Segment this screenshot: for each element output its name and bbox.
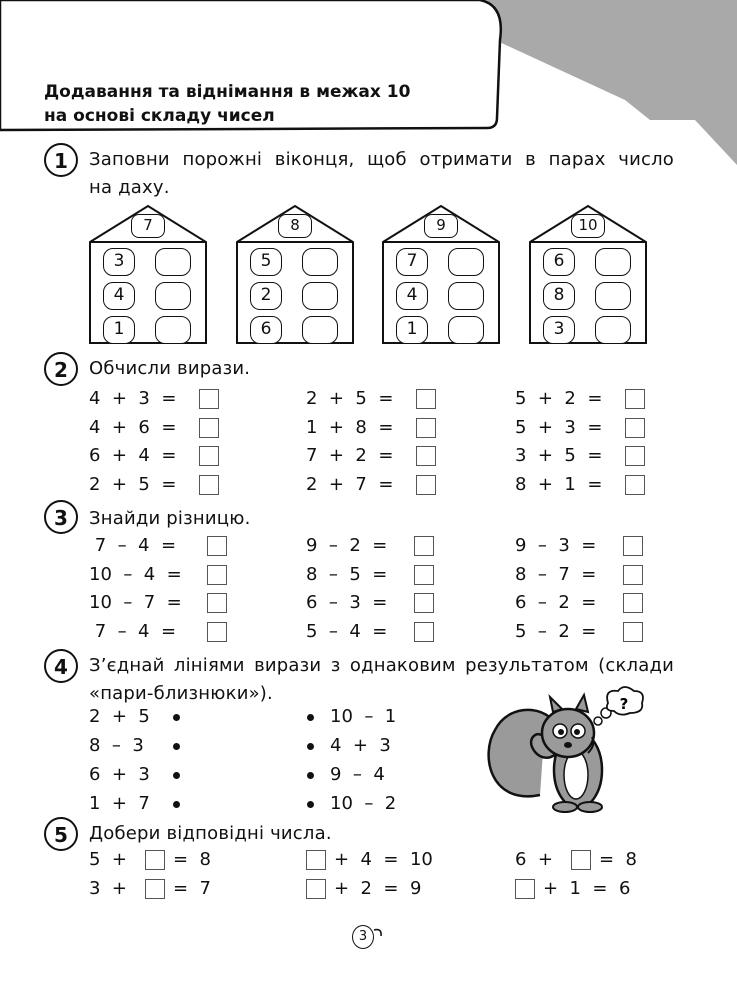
house-cell-answer[interactable] <box>448 316 484 344</box>
task3-text: Знайди різницю. <box>89 508 251 529</box>
answer-box[interactable] <box>306 850 326 870</box>
task2-expression: 4 + 3 = <box>89 388 177 409</box>
answer-box[interactable] <box>207 536 227 556</box>
house-roof-number: 7 <box>131 214 165 238</box>
task3-expression: 9 – 2 = <box>306 535 388 556</box>
house-roof-number: 8 <box>278 214 312 238</box>
house-cell-answer[interactable] <box>448 282 484 310</box>
answer-box[interactable] <box>623 536 643 556</box>
answer-box[interactable] <box>145 879 165 899</box>
left-connector-dot[interactable] <box>173 714 180 721</box>
left-connector-dot[interactable] <box>173 772 180 779</box>
house-cell-answer[interactable] <box>155 248 191 276</box>
task-number-4: 4 <box>44 649 78 683</box>
equation-after: = 8 <box>173 849 211 870</box>
left-expression: 6 + 3 <box>89 764 150 785</box>
task3-expression: 10 – 7 = <box>89 592 182 613</box>
task2-expression: 2 + 7 = <box>306 473 394 495</box>
answer-box[interactable] <box>207 622 227 642</box>
answer-box[interactable] <box>306 879 326 899</box>
house-cell-given: 6 <box>250 316 282 344</box>
house-cell-given: 3 <box>543 316 575 344</box>
answer-box[interactable] <box>414 565 434 585</box>
house-cell-answer[interactable] <box>302 248 338 276</box>
answer-box[interactable] <box>416 418 436 438</box>
left-expression: 8 – 3 <box>89 735 144 756</box>
equation-after: = 8 <box>599 849 637 870</box>
task1-text-line2: на даху. <box>89 177 170 198</box>
task-number-3: 3 <box>44 500 78 534</box>
house-cell-answer[interactable] <box>595 248 631 276</box>
right-expression: 9 – 4 <box>330 764 385 785</box>
task3-expression: 7 – 4 = <box>89 535 177 556</box>
answer-box[interactable] <box>207 593 227 613</box>
task-number-2: 2 <box>44 352 78 386</box>
task2-text: Обчисли вирази. <box>89 358 251 379</box>
equation-before: 3 + <box>89 878 127 899</box>
answer-box[interactable] <box>145 850 165 870</box>
task3-expression: 7 – 4 = <box>89 620 177 642</box>
right-connector-dot[interactable] <box>307 801 314 808</box>
right-connector-dot[interactable] <box>307 743 314 750</box>
answer-box[interactable] <box>571 850 591 870</box>
answer-box[interactable] <box>623 593 643 613</box>
answer-box[interactable] <box>416 475 436 495</box>
house-cell-answer[interactable] <box>302 282 338 310</box>
task2-expression: 2 + 5 = <box>89 473 177 495</box>
task3-expression: 9 – 3 = <box>515 535 597 556</box>
answer-box[interactable] <box>414 622 434 642</box>
house-roof-number: 9 <box>424 214 458 238</box>
equation-before: 6 + <box>515 849 553 870</box>
house-cell-answer[interactable] <box>595 282 631 310</box>
page-title <box>44 80 410 128</box>
house-cell-given: 6 <box>543 248 575 276</box>
right-expression: 10 – 2 <box>330 793 397 814</box>
task2-expression: 4 + 6 = <box>89 416 177 438</box>
equation-after: + 4 = 10 <box>334 849 433 870</box>
answer-box[interactable] <box>199 418 219 438</box>
equation-before: 5 + <box>89 849 127 870</box>
answer-box[interactable] <box>515 879 535 899</box>
task5-text: Добери відповідні числа. <box>89 823 332 844</box>
task1-text-line1: Заповни порожні віконця, щоб отримати в парах число <box>89 149 674 170</box>
task-number-1: 1 <box>44 143 78 177</box>
page-number: 3 <box>352 925 374 949</box>
answer-box[interactable] <box>416 446 436 466</box>
left-expression: 1 + 7 <box>89 793 150 814</box>
left-connector-dot[interactable] <box>173 801 180 808</box>
right-connector-dot[interactable] <box>307 772 314 779</box>
task2-expression: 1 + 8 = <box>306 416 394 438</box>
house-cell-given: 1 <box>396 316 428 344</box>
equation-after: = 7 <box>173 878 211 899</box>
house-cell-answer[interactable] <box>595 316 631 344</box>
task3-expression: 6 – 2 = <box>515 592 597 613</box>
task2-expression: 6 + 4 = <box>89 445 177 466</box>
answer-box[interactable] <box>625 389 645 409</box>
task4-text-line1: З’єднай лініями вирази з однаковим результатом (склади <box>89 655 674 676</box>
answer-box[interactable] <box>623 565 643 585</box>
house-cell-answer[interactable] <box>155 316 191 344</box>
equation-after: + 1 = 6 <box>543 878 631 899</box>
house-cell-given: 5 <box>250 248 282 276</box>
house-cell-given: 4 <box>103 282 135 310</box>
house-cell-answer[interactable] <box>155 282 191 310</box>
house-cell-given: 7 <box>396 248 428 276</box>
answer-box[interactable] <box>207 565 227 585</box>
page-title-line1: Додавання та віднімання в межах 10 <box>44 82 411 102</box>
house-cell-answer[interactable] <box>448 248 484 276</box>
task3-expression: 6 – 3 = <box>306 592 388 613</box>
task-number-5: 5 <box>44 817 78 851</box>
right-expression: 10 – 1 <box>330 706 397 727</box>
task3-expression: 8 – 5 = <box>306 563 388 585</box>
task3-expression: 5 – 2 = <box>515 620 597 642</box>
answer-box[interactable] <box>414 536 434 556</box>
task3-expression: 8 – 7 = <box>515 563 597 585</box>
task2-expression: 5 + 3 = <box>515 416 603 438</box>
right-connector-dot[interactable] <box>307 714 314 721</box>
house-cell-given: 2 <box>250 282 282 310</box>
task2-expression: 7 + 2 = <box>306 445 394 466</box>
house-cell-given: 1 <box>103 316 135 344</box>
left-connector-dot[interactable] <box>173 743 180 750</box>
task2-expression: 3 + 5 = <box>515 445 603 466</box>
answer-box[interactable] <box>199 475 219 495</box>
task3-expression: 10 – 4 = <box>89 563 182 585</box>
task3-expression: 5 – 4 = <box>306 620 388 642</box>
question-mark: ? <box>619 695 629 713</box>
answer-box[interactable] <box>414 593 434 613</box>
house-cell-given: 4 <box>396 282 428 310</box>
page-title-line2: на основі складу чисел <box>44 106 275 126</box>
equation-after: + 2 = 9 <box>334 878 422 899</box>
squirrel-illustration <box>480 685 650 815</box>
answer-box[interactable] <box>199 389 219 409</box>
house-roof-number: 10 <box>571 214 605 238</box>
right-expression: 4 + 3 <box>330 735 391 756</box>
task2-expression: 2 + 5 = <box>306 388 394 409</box>
answer-box[interactable] <box>625 475 645 495</box>
answer-box[interactable] <box>199 446 219 466</box>
house-cell-given: 8 <box>543 282 575 310</box>
house-cell-given: 3 <box>103 248 135 276</box>
task2-expression: 5 + 2 = <box>515 388 603 409</box>
answer-box[interactable] <box>625 418 645 438</box>
house-cell-answer[interactable] <box>302 316 338 344</box>
task4-text-line2: «пари-близнюки»). <box>89 683 273 704</box>
task2-expression: 8 + 1 = <box>515 473 603 495</box>
answer-box[interactable] <box>625 446 645 466</box>
answer-box[interactable] <box>623 622 643 642</box>
left-expression: 2 + 5 <box>89 706 150 727</box>
answer-box[interactable] <box>416 389 436 409</box>
